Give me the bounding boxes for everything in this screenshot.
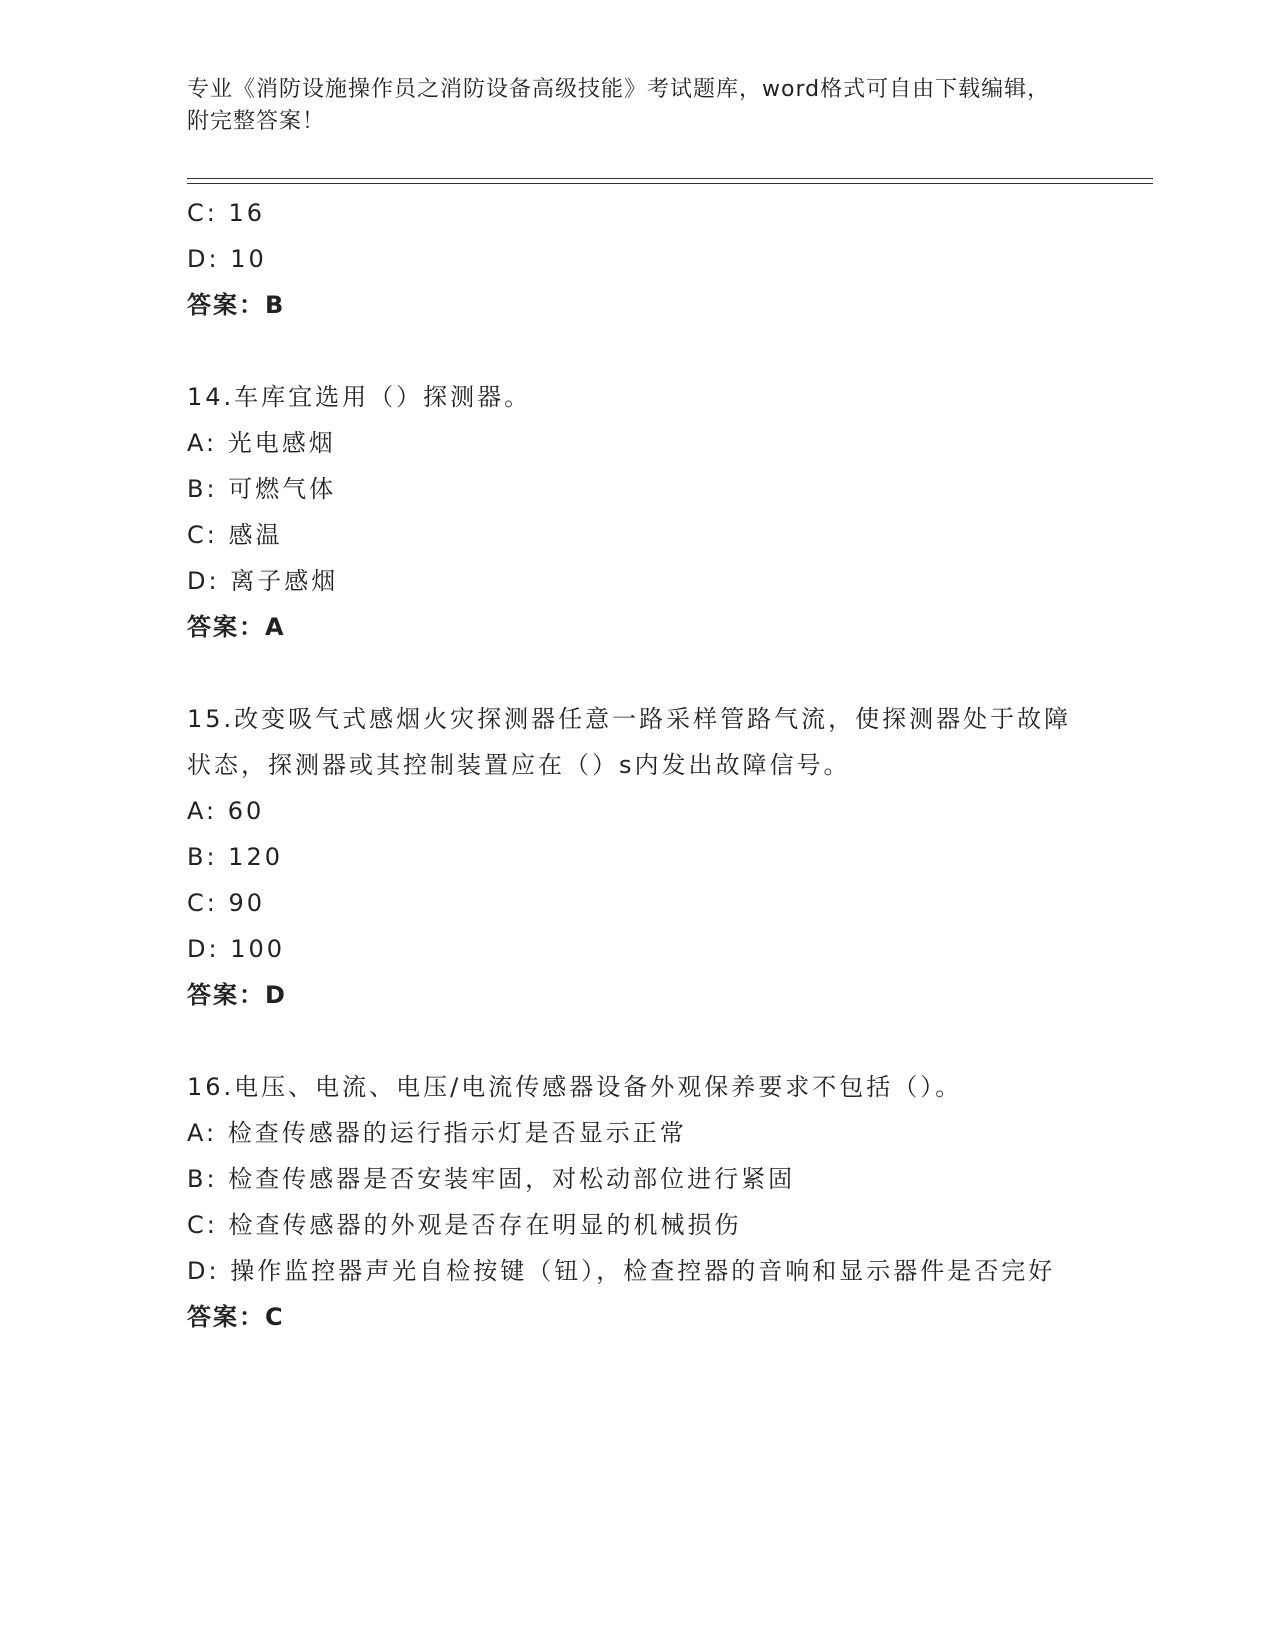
option-line: D: 100: [187, 935, 286, 963]
option-line: D: 离子感烟: [187, 567, 339, 595]
option-line: C: 检查传感器的外观是否存在明显的机械损伤: [187, 1211, 742, 1239]
question-block-16: [187, 1064, 1087, 1340]
spacer: [187, 328, 1087, 374]
answer-line: 答案：B: [187, 291, 286, 319]
header-divider-top: [187, 178, 1153, 179]
document-header: 专业《消防设施操作员之消防设备高级技能》考试题库，word格式可自由下载编辑，附完整答案！: [187, 77, 1051, 134]
header-divider-bottom: [187, 183, 1153, 184]
option-line: B: 检查传感器是否安装牢固，对松动部位进行紧固: [187, 1165, 796, 1193]
answer-line: 答案：D: [187, 981, 287, 1009]
spacer: [187, 650, 1087, 696]
question-stem: 14.车库宜选用（）探测器。: [187, 383, 532, 411]
option-line: C: 感温: [187, 521, 283, 549]
question-stem: 16.电压、电流、电压/电流传感器设备外观保养要求不包括（）。: [187, 1073, 963, 1101]
prev-question-block: [187, 190, 1087, 328]
option-line: A: 光电感烟: [187, 429, 336, 457]
option-line: D: 10: [187, 245, 267, 273]
option-line: C: 16: [187, 199, 266, 227]
answer-line: 答案：A: [187, 613, 286, 641]
option-line: D: 操作监控器声光自检按键（钮），检查控器的音响和显示器件是否完好: [187, 1257, 1056, 1285]
spacer: [187, 1018, 1087, 1064]
question-stem: 15.改变吸气式感烟火灾探测器任意一路采样管路气流，使探测器处于故障状态，探测器或其控制装置应在（）s内发出故障信号。: [187, 705, 1072, 779]
option-line: A: 检查传感器的运行指示灯是否显示正常: [187, 1119, 687, 1147]
option-line: B: 可燃气体: [187, 475, 337, 503]
option-line: A: 60: [187, 797, 265, 825]
option-line: C: 90: [187, 889, 266, 917]
question-block-15: [187, 696, 1087, 1018]
option-line: B: 120: [187, 843, 283, 871]
question-block-14: [187, 374, 1087, 650]
question-list: [187, 190, 1087, 1340]
answer-line: 答案：C: [187, 1303, 285, 1331]
